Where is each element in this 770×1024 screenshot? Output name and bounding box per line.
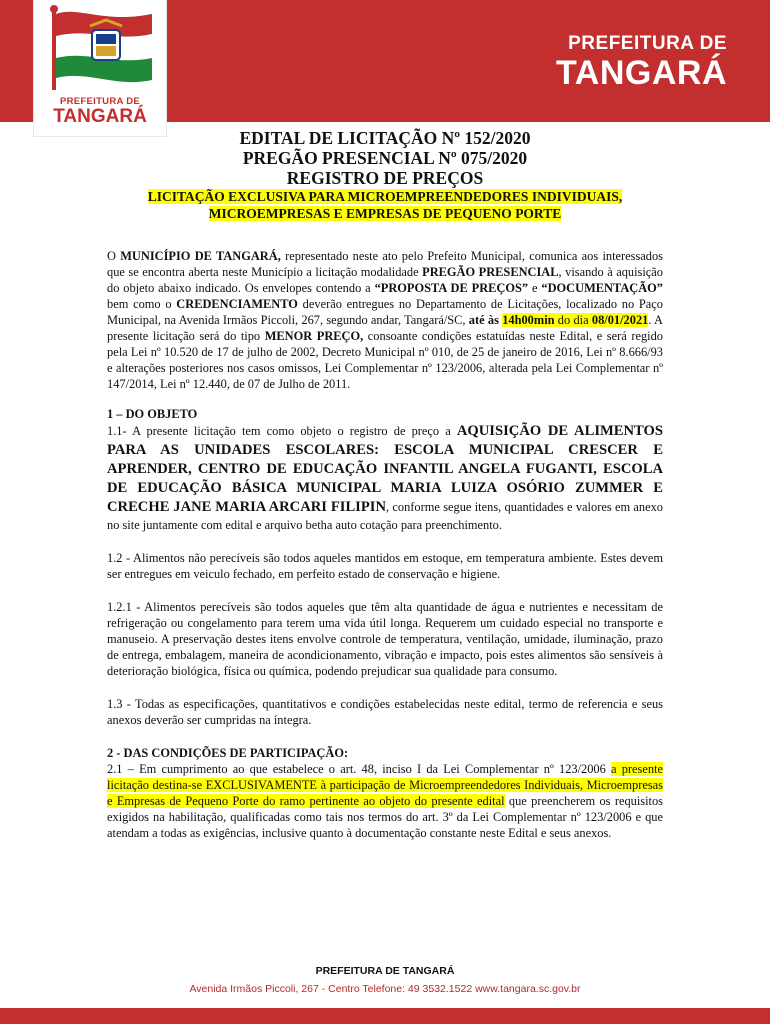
clause-1-2-1: 1.2.1 - Alimentos perecíveis são todos aqueles que têm alta quantidade de água e nutrientes e necessitam de refrigeração ou congelamento para terem uma vida útil longa. Requerem um cuidado especial no transporte e manuseio. A preservação destes itens envolve controle de temperatura, ventilação, umidade, iluminação, prazo de entrega, embalagem, maneira de acondicionamento, vibração e impacto, pois estes alimentos são sensíveis à deterioração biológica, física ou química, podendo prejudicar sua qualidade para consumo. [107, 600, 663, 678]
deadline-time: 14h00min [502, 313, 555, 327]
logo-text-line2: TANGARÁ [53, 106, 147, 127]
registro-title: REGISTRO DE PREÇOS [286, 168, 484, 188]
intro-paragraph: O MUNICÍPIO DE TANGARÁ, representado neste ato pelo Prefeito Municipal, comunica aos interessados que se encontra aberta neste Município a licitação modalidade PREGÃO PRESENCIAL, visando à aquisição do objeto abaixo indicado. Os envelopes contendo a “PROPOSTA DE PREÇOS” e “DOCUMENTAÇÃO” bem como o CREDENCIAMENTO deverão entregues no Departamento de Licitações, localizado no Paço Municipal, na Avenida Irmãos Piccoli, 267, segundo andar, Tangará/SC, até às 14h00min do dia 08/01/2021. A presente licitação será do tipo MENOR PREÇO, consoante condições estatuídas neste Edital, e será regido pela Lei nº 10.520 de 17 de julho de 2002, Decreto Municipal nº 010, de 25 de janeiro de 2016, Lei nº 8.666/93 e alterações posteriores nos casos omissos, Lei Complementar nº 123/2006, alterada pela Lei Complementar nº 147/2014, Lei nº 12.440, de 07 de Julho de 2011. [107, 249, 664, 391]
clause-1-1: 1.1- A presente licitação tem como objeto o registro de preço a AQUISIÇÃO DE ALIMENTOS PARA AS UNIDADES ESCOLARES: ESCOLA MUNICIPAL CRESCER E APRENDER, CENTRO DE EDUCAÇÃO INFANTIL ANGELA FUGANTI, ESCOLA DE EDUCAÇÃO BÁSICA MUNICIPAL MARIA LUIZA OSÓRIO ZUMMER E CRECHE JANE MARIA ARCARI FILIPIN, conforme segue itens, quantidades e valores em anexo no site juntamente com edital e arquivo betha auto cotação para preenchimento. [107, 423, 663, 532]
footer-org-name: PREFEITURA DE TANGARÁ [315, 965, 455, 977]
clause-1-2: 1.2 - Alimentos não perecíveis são todos aqueles mantidos em estoque, em temperatura ambiente. Estes devem ser entregues em veiculo fechado, em perfeito estado de conservação e higiene. [107, 551, 663, 581]
exclusive-bid-line1: LICITAÇÃO EXCLUSIVA PARA MICROEMPREENDEDORES INDIVIDUAIS, [147, 189, 623, 204]
exclusivity-highlight: a presente licitação destina-se EXCLUSIVAMENTE à participação de Microempreendedores Individuais, Microempresas e Empresas de Pequeno Porte do ramo pertinente ao objeto do presente edital [107, 762, 663, 808]
logo-text-line1: PREFEITURA DE [59, 96, 141, 107]
edital-title: EDITAL DE LICITAÇÃO Nº 152/2020 [239, 128, 531, 148]
clause-1-3: 1.3 - Todas as especificações, quantitativos e condições estabelecidas neste edital, termo de referencia e seus anexos deverão ser cumpridas na íntegra. [107, 697, 663, 727]
municipal-logo [34, 0, 166, 136]
deadline-date: 08/01/2021 [591, 313, 649, 327]
flag-emblem-icon [34, 0, 166, 96]
exclusive-bid-line2: MICROEMPRESAS E EMPRESAS DE PEQUENO PORTE [208, 206, 562, 221]
header-title-line2: TANGARÁ [556, 54, 727, 92]
pregao-title: PREGÃO PRESENCIAL Nº 075/2020 [242, 148, 528, 168]
document-titles [0, 128, 770, 222]
section1-heading: 1 – DO OBJETO [107, 407, 198, 421]
header-title-line1: PREFEITURA DE [568, 33, 727, 54]
footer-contact-info: Avenida Irmãos Piccoli, 267 - Centro Telefone: 49 3532.1522 www.tangara.sc.gov.br [189, 983, 581, 995]
section2-heading: 2 - DAS CONDIÇÕES DE PARTICIPAÇÃO: [107, 746, 349, 760]
object-description: AQUISIÇÃO DE ALIMENTOS PARA AS UNIDADES ESCOLARES: ESCOLA MUNICIPAL CRESCER E APRENDER, CENTRO DE EDUCAÇÃO INFANTIL ANGELA FUGANTI, ESCOLA DE EDUCAÇÃO BÁSICA MUNICIPAL MARIA LUIZA OSÓRIO ZUMMER E CRECHE JANE MARIA ARCARI FILIPIN [107, 423, 663, 515]
footer-band [0, 1008, 770, 1024]
clause-2-1: 2.1 – Em cumprimento ao que estabelece o art. 48, inciso I da Lei Complementar nº 123/2006 a presente licitação destina-se EXCLUSIVAMENTE à participação de Microempreendedores Individuais, Microempresas e Empresas de Pequeno Porte do ramo pertinente ao objeto do presente edital que preencherem os requisitos exigidos na habilitação, qualificadas como tais nos termos do art. 3º da Lei Complementar nº 123/2006 e que atendam a todas as exigências, inclusive quanto à documentação constante neste Edital e seus anexos. [107, 762, 663, 840]
document-body [107, 248, 663, 841]
